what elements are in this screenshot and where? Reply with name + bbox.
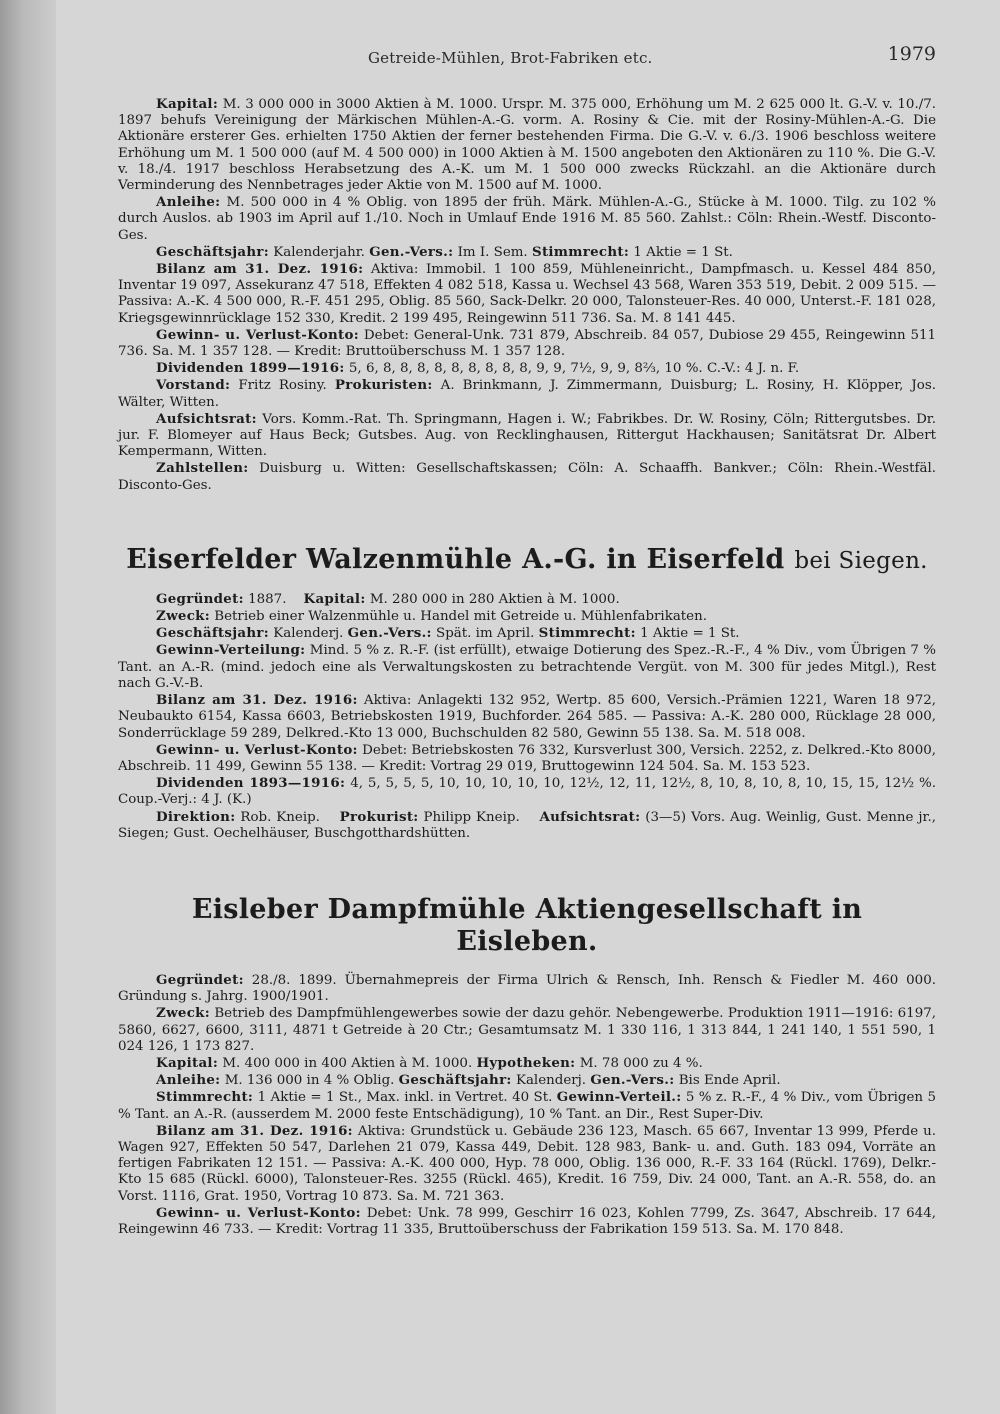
geschaeftsjahr-paragraph: Geschäftsjahr: Kalenderj. Gen.-Vers.: Spät. im April. Stimmrecht: 1 Aktie = 1 St. xyxy=(156,625,740,642)
gegruendet-paragraph: Gegründet: 1887. Kapital: M. 280 000 in 280 Aktien à M. 1000. xyxy=(156,590,620,607)
dividenden-paragraph: Dividenden 1893—1916: 4, 5, 5, 5, 5, 10, 10, 10, 10, 10, 12½, 12, 11, 12½, 8, 10, 8, 10, 8, 10, 15, 15, 12½ %. Coup.-Verj.: 4 J. (K.) xyxy=(118,775,937,808)
gewinnverteilung-paragraph: Gewinn-Verteilung: Mind. 5 % z. R.-F. (ist erfüllt), etwaige Dotierung des Spez.-R.-F., 4 % Div., vom Übrigen 7 % Tant. an A.-R. (mind. jedoch eine als Verwaltungskosten zu betrachtende Vergüt. von M. 300 für jedes Mitgl.), Rest nach G.-V.-B. xyxy=(118,642,936,691)
guv-paragraph: Gewinn- u. Verlust-Konto: Debet: General-Unk. 731 879, Abschreib. 84 057, Dubiose 29 455, Reingewinn 511 736. Sa. M. 1 357 128. — Kredit: Bruttoüberschuss M. 1 357 128. xyxy=(118,326,937,360)
gegruendet-paragraph: Gegründet: 28./8. 1899. Übernahmepreis der Firma Ulrich & Rensch, Inh. Rensch & Fiedler M. 460 000. Gründung s. Jahrg. 1900/1901. xyxy=(118,971,936,1005)
direktion-paragraph: Direktion: Rob. Kneip. Prokurist: Philipp Kneip. Aufsichtsrat: (3—5) Vors. Aug. Weinlig, Gust. Menne jr., Siegen; Gust. Oechelhäuser, Buschgotthardshütten. xyxy=(118,808,936,841)
kapital-paragraph: Kapital: M. 400 000 in 400 Aktien à M. 1000. Hypotheken: M. 78 000 zu 4 %. xyxy=(156,1054,703,1071)
aufsichtsrat-paragraph: Aufsichtsrat: Vors. Komm.-Rat. Th. Springmann, Hagen i. W.; Fabrikbes. Dr. W. Rosiny, Cöln; Rittergutsbes. Dr. jur. F. Blomeyer auf Haus Beck; Gutsbes. Aug. von Recklinghausen, Rittergut Hackhausen; Sanitätsrat Dr. Albert Kempermann, Witten. xyxy=(118,410,936,460)
vorstand-paragraph: Vorstand: Fritz Rosiny. Prokuristen: A. Brinkmann, J. Zimmermann, Duisburg; L. Rosiny, H. Klöpper, Jos. Wälter, Witten. xyxy=(118,377,936,410)
page-gutter-shadow xyxy=(0,0,56,1414)
dividenden-paragraph: Dividenden 1899—1916: 5, 6, 8, 8, 8, 8, 8, 8, 8, 8, 8, 9, 9, 7½, 9, 9, 8⅔, 10 %. C.-V.: 4 J. n. F. xyxy=(156,360,800,377)
page-number: 1979 xyxy=(887,43,936,65)
section-rosiny-muehlen xyxy=(118,96,936,494)
running-head xyxy=(118,43,936,74)
bilanz-paragraph: Bilanz am 31. Dez. 1916: Aktiva: Anlagekti 132 952, Wertp. 85 600, Versich.-Prämien 1221, Waren 18 972, Neubaukto 6154, Kassa 6603, Betriebskosten 1919, Buchforder. 264 585. — Passiva: A.-K. 280 000, Rücklage 28 000, Sonderrücklage 59 289, Delkred.-Kto 13 000, Buchschulden 82 580, Gewinn 55 138. Sa. M. 518 008. xyxy=(118,692,936,741)
section-eiserfelder-walzenmuehle xyxy=(118,544,936,842)
bilanz-paragraph: Bilanz am 31. Dez. 1916: Aktiva: Grundstück u. Gebäude 236 123, Masch. 65 667, Inventar 13 999, Pferde u. Wagen 927, Effekten 50 547, Darlehen 21 079, Kassa 449, Debit. 128 983, Bank- u. and. Guth. 183 094, Vorräte an fertigen Fabrikaten 12 151. — Passiva: A.-K. 400 000, Hyp. 78 000, Oblig. 136 000, R.-F. 33 164 (Rückl. 1769), Delkr.-Kto 15 685 (Rückl. 6000), Talonsteuer-Res. 3255 (Rückl. 465), Kredit. 16 759, Div. 24 000, Tant. an A.-R. 558, do. an Vorst. 1116, Grat. 1950, Vortrag 10 873. Sa. M. 721 363. xyxy=(118,1122,936,1204)
company-heading: Eisleber Dampfmühle Aktiengesellschaft in Eisleben. xyxy=(191,893,863,957)
kapital-paragraph: Kapital: M. 3 000 000 in 3000 Aktien à M. 1000. Urspr. M. 375 000, Erhöhung um M. 2 625 000 lt. G.-V. v. 10./7. 1897 behufs Vereinigung der Märkischen Mühlen-A.-G. vorm. A. Rosiny & Cie. mit der Rosiny-Mühlen-A.-G. Die Aktionäre ersterer Ges. erhielten 1750 Aktien der ferner bestehenden Firma. Die G.-V. v. 6./3. 1906 beschloss weitere Erhöhung um M. 1 500 000 (auf M. 4 500 000) in 1000 Aktien à M. 1500 angeboten den Aktionären zu 110 %. Die G.-V. v. 18./4. 1917 beschloss Herabsetzung des A.-K. um M. 1 500 000 zwecks Rückzahl. an die Aktionäre durch Verminderung des Nennbetrages jeder Aktie von M. 1500 auf M. 1000. xyxy=(118,96,936,194)
zweck-paragraph: Zweck: Betrieb des Dampfmühlengewerbes sowie der dazu gehör. Nebengewerbe. Produktion 1911—1916: 6197, 5860, 6627, 6600, 3111, 4871 t Getreide à 20 Ctr.; Gesamtumsatz M. 1 330 116, 1 313 844, 1 241 140, 1 551 590, 1 024 126, 1 173 827. xyxy=(118,1005,936,1054)
stimmrecht-paragraph: Stimmrecht: 1 Aktie = 1 St., Max. inkl. in Vertret. 40 St. Gewinn-Verteil.: 5 % z. R.-F., 4 % Div., vom Übrigen 5 % Tant. an A.-R. (ausserdem M. 2000 feste Entschädigung), 10 % Tant. an Dir., Rest Super-Div. xyxy=(118,1089,936,1122)
geschaeftsjahr-paragraph: Geschäftsjahr: Kalenderjahr. Gen.-Vers.: Im I. Sem. Stimmrecht: 1 Aktie = 1 St. xyxy=(156,243,733,260)
page-content xyxy=(118,43,937,1238)
running-title: Getreide-Mühlen, Brot-Fabriken etc. xyxy=(368,49,653,67)
anleihe-paragraph: Anleihe: M. 136 000 in 4 % Oblig. Geschäftsjahr: Kalenderj. Gen.-Vers.: Bis Ende April. xyxy=(156,1072,781,1089)
section-eisleber-dampfmuehle xyxy=(118,894,936,1238)
anleihe-paragraph: Anleihe: M. 500 000 in 4 % Oblig. von 1895 der früh. Märk. Mühlen-A.-G., Stücke à M. 1000. Tilg. zu 102 % durch Auslos. ab 1903 im April auf 1./10. Noch in Umlauf Ende 1916 M. 85 560. Zahlst.: Cöln: Rhein.-Westf. Disconto-Ges. xyxy=(118,194,936,243)
bilanz-paragraph: Bilanz am 31. Dez. 1916: Aktiva: Immobil. 1 100 859, Mühleneinricht., Dampfmasch. u. Kessel 484 850, Inventar 19 097, Assekuranz 47 518, Effekten 4 082 518, Kassa u. Wechsel 43 568, Waren 353 519, Debit. 2 009 515. — Passiva: A.-K. 4 500 000, R.-F. 451 295, Oblig. 85 560, Sack-Delkr. 20 000, Talonsteuer-Res. 40 000, Unterst.-F. 181 028, Kriegsgewinnrücklage 152 330, Kredit. 2 199 495, Reingewinn 511 736. Sa. M. 8 141 445. xyxy=(118,261,936,326)
zahlstellen-paragraph: Zahlstellen: Duisburg u. Witten: Gesellschaftskassen; Cöln: A. Schaaffh. Bankver.; Cöln: Rhein.-Westfäl. Disconto-Ges. xyxy=(118,460,936,493)
section-spacer xyxy=(118,842,936,894)
section-spacer xyxy=(118,494,936,544)
zweck-paragraph: Zweck: Betrieb einer Walzenmühle u. Handel mit Getreide u. Mühlenfabrikaten. xyxy=(156,608,707,625)
guv-paragraph: Gewinn- u. Verlust-Konto: Debet: Unk. 78 999, Geschirr 16 023, Kohlen 7799, Zs. 3647, Abschreib. 17 644, Reingewinn 46 733. — Kredit: Vortrag 11 335, Bruttoüberschuss der Fabrikation 159 513. Sa. M. 170 848. xyxy=(118,1204,936,1237)
company-heading: Eiserfelder Walzenmühle A.-G. in Eiserfeld bei Siegen. xyxy=(126,543,928,575)
guv-paragraph: Gewinn- u. Verlust-Konto: Debet: Betriebskosten 76 332, Kursverlust 300, Versich. 2252, z. Delkred.-Kto 8000, Abschreib. 11 499, Gewinn 55 138. — Kredit: Vortrag 29 019, Bruttogewinn 124 504. Sa. M. 153 523. xyxy=(118,741,936,774)
